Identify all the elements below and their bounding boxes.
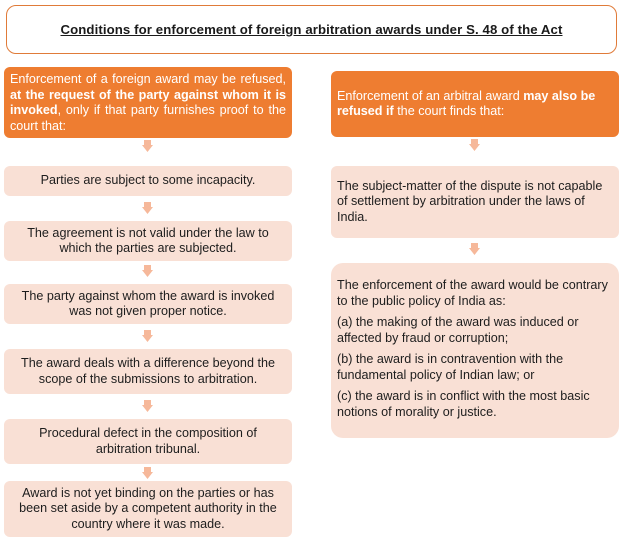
- right-item-2-point-a: (a) the making of the award was induced or affected by fraud or corruption;: [337, 315, 579, 345]
- down-arrow-icon: [142, 202, 153, 214]
- right-item-2-intro: The enforcement of the award would be contrary to the public policy of India as:: [337, 278, 608, 308]
- down-arrow-icon: [142, 400, 153, 412]
- right-header-bold: may also be refused if: [337, 88, 596, 118]
- right-header-box: [331, 71, 619, 137]
- right-header-text-end: the court finds that:: [397, 104, 505, 118]
- right-header-text: Enforcement of an arbitral award: [337, 88, 520, 103]
- left-item-2: [4, 221, 292, 261]
- left-item-1-text: Parties are subject to some incapacity.: [40, 173, 256, 188]
- right-item-2: [331, 263, 619, 438]
- down-arrow-icon: [142, 330, 153, 342]
- left-item-3-text: The party against whom the award is invoked was not given proper notice.: [21, 288, 275, 318]
- left-item-4-text: The award deals with a difference beyond the scope of the submissions to arbitration.: [21, 356, 275, 386]
- left-item-6-text: Award is not yet binding on the parties or has been set aside by a competent authority in the country where it was made.: [19, 485, 277, 531]
- down-arrow-icon: [142, 140, 153, 152]
- down-arrow-icon: [469, 243, 480, 255]
- left-item-5: [4, 419, 292, 464]
- left-item-1: [4, 166, 292, 196]
- left-item-3: [4, 284, 292, 324]
- left-item-2-text: The agreement is not valid under the law to which the parties are subjected.: [27, 225, 269, 255]
- left-item-5-text: Procedural defect in the composition of arbitration tribunal.: [39, 426, 257, 456]
- left-header-box: [4, 67, 292, 138]
- title-box: [6, 5, 617, 54]
- right-item-1-text: The subject-matter of the dispute is not capable of settlement by arbitration under the laws of India.: [337, 178, 603, 224]
- down-arrow-icon: [469, 139, 480, 151]
- down-arrow-icon: [142, 467, 153, 479]
- down-arrow-icon: [142, 265, 153, 277]
- left-header-text-end: , only if that party furnishes proof to the court that:: [10, 103, 286, 133]
- left-header-bold: at the request of the party against whom it is invoked: [10, 87, 286, 117]
- left-header-text: Enforcement of a foreign award may be refused,: [10, 72, 286, 86]
- right-item-2-point-c: (c) the award is in conflict with the most basic notions of morality or justice.: [337, 389, 590, 419]
- left-item-4: [4, 349, 292, 394]
- page-title: Conditions for enforcement of foreign arbitration awards under S. 48 of the Act: [60, 22, 563, 37]
- right-item-1: [331, 166, 619, 238]
- left-item-6: [4, 481, 292, 537]
- right-item-2-point-b: (b) the award is in contravention with the fundamental policy of Indian law; or: [337, 352, 564, 382]
